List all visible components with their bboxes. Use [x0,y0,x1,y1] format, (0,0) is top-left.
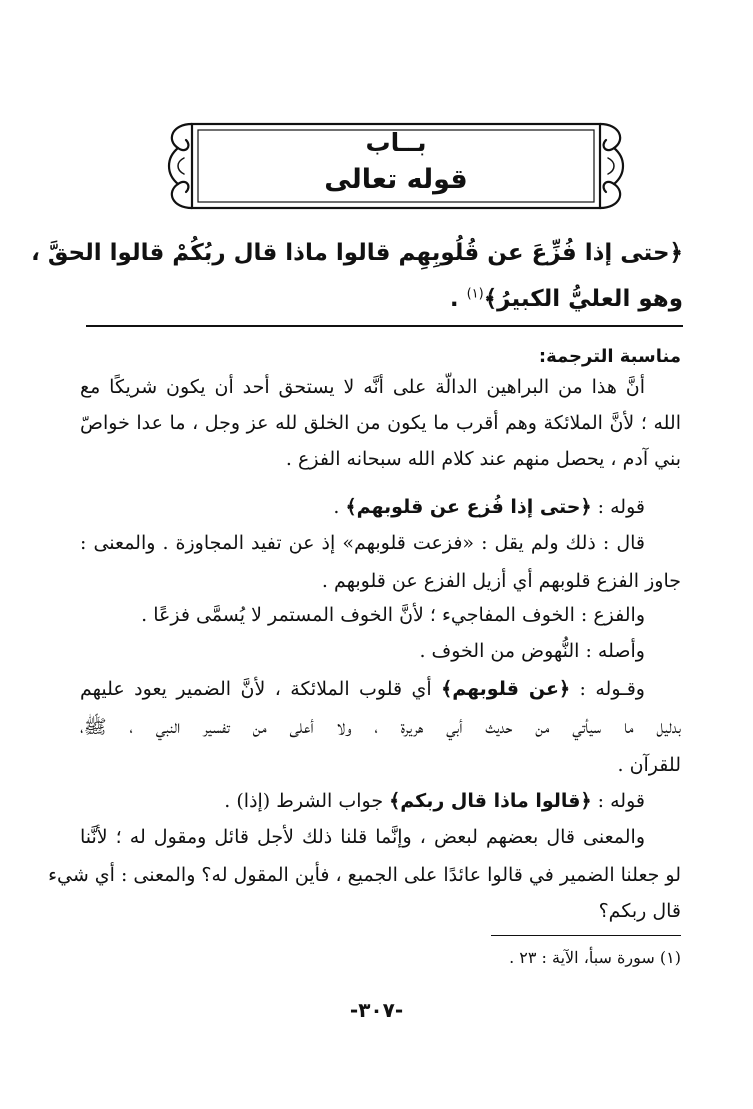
section-heading: مناسبة الترجمة: [538,346,681,367]
body-line: قال ربكم؟ [598,900,681,922]
verse-end: . [449,286,467,312]
body-line: جاوز الفزع قلوبهم أي أزيل الفزع عن قلوبهم . [321,570,681,592]
body-line: بدليل ما سيأتي من حديث أبي هريرة ، ولا أعلى من تفسير النبي ، ﷺ، [80,716,681,738]
text-run: قوله : [591,496,645,518]
body-line [80,490,645,524]
text-run: أي قلوب الملائكة ، لأنَّ الضمير يعود عليهم [80,678,442,700]
body-line: لو جعلنا الضمير في قالوا عائدًا على الجميع ، فأين المقول له؟ والمعنى : أي شيء [48,864,681,886]
divider-rule [86,325,683,327]
body-line: والمعنى قال بعضهم لبعض ، وإنَّما قلنا ذلك لأجل قائل ومقول له ؛ لأنَّنا [80,826,645,848]
footnote-reference: (١) [466,286,484,302]
body-line: الله ؛ لأنَّ الملائكة وهم أقرب ما يكون من الخلق لله عز وجل ، ما عدا خواصّ [80,412,681,434]
quoted-verse: ﴿قالوا ماذا قال ربكم﴾ [389,790,592,812]
verse-text: وهو العليُّ الكبيرُ﴾ [483,286,683,312]
chapter-title: قوله تعالى [324,164,468,195]
body-line: أنَّ هذا من البراهين الدالّة على أنَّه لا يستحق أحد أن يكون شريكًا مع [80,376,645,398]
body-line: قال : ذلك ولم يقل : «فزعت قلوبهم» إذ عن تفيد المجاوزة . والمعنى : [80,532,645,554]
text-run: وقـوله : [570,678,645,700]
quoted-verse: ﴿عن قلوبهم﴾ [441,678,571,700]
text-run: . [333,496,346,518]
chapter-label: بــاب [365,128,427,157]
text-run: قوله : [591,790,645,812]
body-line: للقرآن . [617,754,681,776]
chapter-title-frame [160,118,632,214]
body-line: بني آدم ، يحصل منهم عند كلام الله سبحانه الفزع . [285,448,681,470]
text-run: جواب الشرط (إذا) . [224,790,390,812]
footnote-divider [491,935,681,936]
body-line [80,672,645,706]
verse-line-2 [78,286,683,312]
verse-line-1: ﴿حتى إذا فُزِّعَ عن قُلُوبِهِم قالوا ماذا قال ربُكُمْ قالوا الحقَّ ، [31,240,683,266]
body-line: وأصله : النُّهوض من الخوف . [419,640,645,662]
footnote: (١) سورة سبأ، الآية : ٢٣ . [509,948,681,967]
page-number: -٣٠٧- [349,998,404,1022]
quoted-verse: ﴿حتى إذا فُزع عن قلوبهم﴾ [345,496,592,518]
body-line [80,784,645,818]
body-line: والفزع : الخوف المفاجيء ؛ لأنَّ الخوف المستمر لا يُسمَّى فزعًا . [141,604,645,626]
